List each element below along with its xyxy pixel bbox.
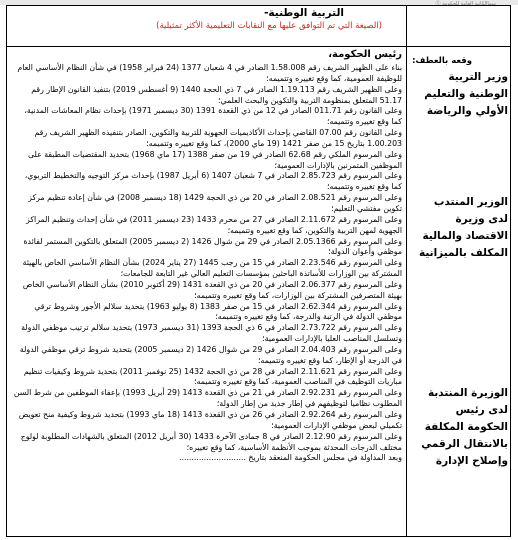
minister-digital: الوزيرة المنتدبة لدى رئيس الحكومة المكلفة بالانتقال الرقمي وإصلاح الإدارة	[421, 387, 508, 467]
minister-education: وزير التربية الوطنية والتعليم الأولي والرياضة	[424, 71, 508, 117]
visa-paragraph: وعلى المرسوم رقم 2.92.264 الصادر في 26 من ذي القعدة 1413 (18 ماي 1993) بتحديد شروط وكيفية منح تعويض تكميلي لبعض موظفي الإدارات العمومية؛	[18, 410, 402, 430]
visa-paragraph: وعلى المرسوم رقم 2.12.90 الصادر في 8 جمادى الآخرة 1433 (30 أبريل 2012) المتعلق بالشهادات المطلوبة لولوج مختلف الدرجات المحدثة بموجب الأنظمة الأساسية، كما وقع تغييره؛	[20, 431, 402, 452]
visa-paragraph: بناء على الظهير الشريف رقم 1.58.008 الصادر في 4 شعبان 1377 (24 فبراير 1958) في شأن النظام الأساسي العام للوظيفة العمومية، كما وقع تغييره وتتميمه؛	[17, 63, 402, 83]
deliberation-paragraph: وبعد المداولة في مجلس الحكومة المنعقد بتاريخ ...........................	[179, 453, 402, 463]
visa-paragraph: وعلى القانون رقم 07.00 القاضي بإحداث الأكاديميات الجهوية للتربية والتكوين، الصادر بتنفيذه الظهير الشريف رقم 1.00.203 بتاريخ 15 من صفر 1421 (19 ماي 2000)، كما وقع تغييره وتتميمه؛	[34, 128, 402, 148]
visa-paragraph: وعلى المرسوم رقم 2.73.722 الصادر في 6 ذي الحجة 1393 (31 ديسمبر 1973) بتحديد سلالم ترتيب موظفي الدولة وتسلسل المناصب العليا بالإدارات العمومية؛	[21, 323, 402, 344]
visa-paragraph: وعلى المرسوم رقم 2.05.1366 الصادر في 29 من شوال 1426 (2 ديسمبر 2005) المتعلق بالتكوين المستمر لفائدة موظفي وأعوان الدولة؛	[23, 236, 402, 257]
visa-paragraph: وعلى المرسوم رقم 2.08.521 الصادر في 20 من ذي الحجة 1429 (18 ديسمبر 2008) في شأن إعادة تنظيم مركز تكوين مفتشي التعليم؛	[28, 193, 402, 213]
visa-paragraph: وعلى المرسوم الملكي رقم 62.68 الصادر في 19 من صفر 1388 (17 ماي 1968) بتحديد المقتضيات المطبقة على الموظفين المتمرنين بالإدارات العمومية؛	[28, 149, 402, 170]
header-emblem-text: Ⓧ ﺳﻤﺎﺍﻟﻜﺎﺗﺒﺔ ﺍﻟﻌﺎﻣﺔ ﻟﻠﺤﻜﻮﻣﺔ	[435, 1, 496, 7]
visa-paragraph: وعلى المرسوم رقم 2.11.621 الصادر في 28 من ذي الحجة 1432 (25 نوفمبر 2011) بتحديد شروط وكيفيات تنظيم مباريات التوظيف في المناصب العمومية، كما وقع تغييره وتتميمه؛	[23, 366, 402, 387]
visa-paragraph: وعلى المرسوم رقم 2.62.344 الصادر في 15 من صفر 1383 (8 يوليو 1963) بتحديد سلالم الأجور وشروط ترقي موظفي الدولة في الرتبة والدرجة، كما وقع تغييره وتتميمه؛	[34, 301, 402, 322]
visa-paragraph: وعلى المرسوم رقم 2.23.546 الصادر في 15 من رجب 1445 (27 يناير 2024) بشأن النظام الأساسي الخاص بالهيئة المشتركة بين الوزارات للأساتذة الباحثين بمؤسسات التعليم العالي غير التابعة للجامعات؛	[22, 258, 402, 279]
visa-paragraph: وعلى المرسوم رقم 2.85.723 الصادر في 7 شعبان 1407 (6 أبريل 1987) بإحداث مركز التوجيه والتخطيط التربوي، كما وقع تغييره وتتميمه؛	[24, 171, 402, 192]
title-block	[10, 6, 402, 32]
decree-body	[12, 47, 402, 464]
visa-paragraph: وعلى القانون رقم 011.71 الصادر في 12 من ذي القعدة 1391 (30 ديسمبر 1971) بإحداث نظام المعاشات المدنية، كما وقع تغييره وتتميمه؛	[24, 106, 402, 127]
minister-budget: الوزير المنتدب لدى وزيرة الاقتصاد والمالية المكلف بالميزانية	[418, 196, 508, 259]
visa-paragraph: وعلى المرسوم رقم 2.06.377 الصادر في 20 من ذي القعدة 1431 (29 أكتوبر 2010) بشأن النظام الأساسي الخاص بهيئة المتصرفين المشتركة بين الوزارات، كما وقع تغييره وتتميمه؛	[22, 279, 402, 300]
visa-paragraph: وعلى المرسوم رقم 2.04.403 الصادر في 29 من شوال 1426 (2 ديسمبر 2005) بتحديد شروط ترقي موظفي الدولة في الدرجة أو الإطار، كما وقع تغييره وتتميمه؛	[19, 344, 402, 365]
visa-paragraph: وعلى الظهير الشريف رقم 1.19.113 الصادر في 7 ذي الحجة 1440 (9 أغسطس 2019) بتنفيذ القانون الإطار رقم 51.17 المتعلق بمنظومة التربية والتكوين والبحث العلمي؛	[31, 84, 402, 105]
page-title: التربية الوطنية-	[264, 7, 344, 19]
page-subtitle: (الصيغة التي تم التوافق عليها مع النقابات التعليمية الأكثر تمثيلية)	[156, 21, 382, 31]
visa-paragraph: وعلى المرسوم رقم 2.92.231 الصادر في 21 من ذي القعدة 1413 (29 أبريل 1993) بإعفاء الموظفين من شرط السن المطلوب نظاميا لتوظيفهم في إطار جديد من إطار الدولة؛	[13, 388, 402, 409]
visa-paragraph: وعلى المرسوم رقم 2.11.672 الصادر في 27 من محرم 1433 (23 ديسمبر 2011) في شأن إحداث وتنظيم المراكز الجهوية لمهن التربية والتكوين، كما وقع تغييره وتتميمه؛	[26, 214, 402, 235]
cosign-intro: وقعه بالعطف:	[412, 56, 472, 66]
body-heading: رئيس الحكومة،	[328, 49, 402, 60]
column-divider	[406, 5, 407, 537]
